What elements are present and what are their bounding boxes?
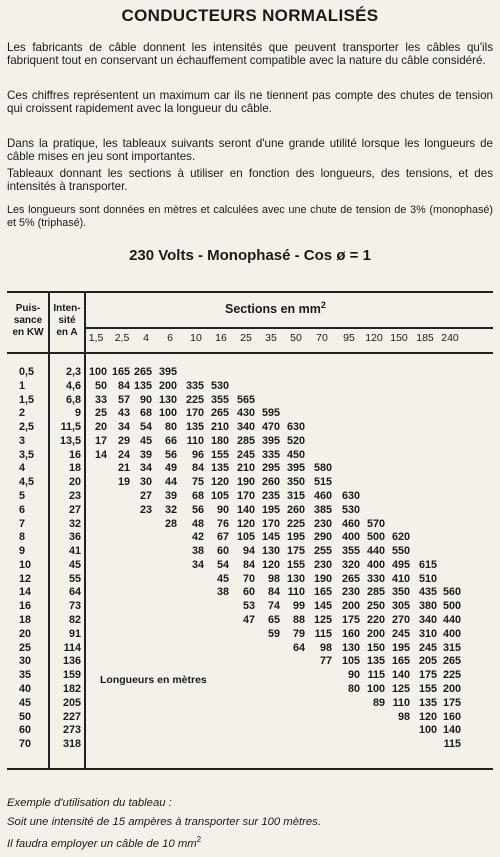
length-cell: 79 [292,627,305,640]
length-cell: 595 [261,407,280,420]
length-cell: 165 [391,655,410,668]
length-cell: 47 [242,614,255,627]
length-cell: 515 [313,476,332,489]
length-cell: 245 [391,627,410,640]
length-cell: 260 [261,476,280,489]
current-cell: 273 [62,724,81,737]
example-conclusion-text: Il faudra employer un câble de 10 mm [7,837,197,850]
length-cell: 130 [286,572,305,585]
power-cell: 70 [19,738,32,751]
length-cell: 200 [158,379,177,392]
length-cell: 125 [313,614,332,627]
length-cell: 49 [164,462,177,475]
power-cell: 40 [19,682,32,695]
length-cell: 50 [94,379,107,392]
current-cell: 11,5 [60,421,81,434]
length-cell: 120 [236,517,255,530]
length-cell: 560 [442,586,461,599]
length-cell: 245 [236,448,255,461]
length-cell: 410 [391,572,410,585]
length-cell: 460 [313,490,332,503]
current-cell: 18 [68,462,81,475]
length-cell: 400 [442,627,461,640]
section-header-cell: 1,5 [88,332,104,344]
length-cell: 125 [391,682,410,695]
length-cell: 380 [418,600,437,613]
length-cell: 470 [261,421,280,434]
length-cell: 430 [236,407,255,420]
length-cell: 38 [216,586,229,599]
power-cell: 4,5 [19,476,35,489]
length-cell: 355 [341,545,360,558]
length-cell: 350 [391,586,410,599]
current-cell: 9 [74,407,81,420]
section-header-cell: 120 [365,332,383,344]
length-cell: 195 [261,503,280,516]
length-cell: 19 [117,476,130,489]
current-cell: 36 [68,531,81,544]
length-cell: 66 [164,434,177,447]
length-cell: 56 [164,448,177,461]
length-cell: 495 [391,558,410,571]
length-cell: 140 [391,669,410,682]
length-cell: 155 [210,448,229,461]
length-cell: 59 [267,627,280,640]
current-cell: 73 [68,600,81,613]
length-cell: 34 [117,421,130,434]
length-cell: 435 [418,586,437,599]
power-cell: 18 [19,614,32,627]
current-cell: 41 [68,545,81,558]
current-cell: 20 [68,476,81,489]
current-cell: 2,3 [65,366,81,378]
length-cell: 84 [267,586,280,599]
length-cell: 68 [139,407,152,420]
length-cell: 290 [313,531,332,544]
power-cell: 20 [19,627,32,640]
length-cell: 205 [418,655,437,668]
length-cell: 94 [242,545,255,558]
section-header-cell: 4 [143,332,149,344]
length-cell: 630 [286,421,305,434]
length-cell: 570 [366,517,385,530]
length-cell: 27 [139,490,152,503]
section-header-cell: 95 [343,332,355,344]
current-cell: 318 [62,738,81,751]
column-divider [84,291,86,768]
length-cell: 200 [341,600,360,613]
power-cell: 7 [19,517,26,530]
length-cell: 90 [347,669,360,682]
length-cell: 34 [139,462,152,475]
power-cell: 4 [19,462,26,475]
sections-header-label: Sections en mm [225,302,321,317]
length-cell: 155 [418,682,437,695]
length-cell: 14 [94,448,107,461]
length-cell: 320 [341,558,360,571]
length-cell: 145 [313,600,332,613]
length-cell: 175 [341,614,360,627]
power-cell: 0,5 [19,366,35,378]
length-cell: 180 [210,434,229,447]
power-cell: 12 [19,572,32,585]
length-cell: 44 [164,476,177,489]
length-cell: 21 [117,462,130,475]
length-cell: 98 [267,572,280,585]
length-cell: 200 [366,627,385,640]
power-column-header: Puis- sance en KW [12,303,44,338]
length-cell: 88 [292,614,305,627]
section-header-cell: 150 [390,332,408,344]
length-cell: 165 [111,366,130,378]
length-cell: 33 [94,393,107,406]
power-cell: 16 [19,600,32,613]
length-cell: 550 [391,545,410,558]
length-cell: 135 [133,379,152,392]
length-cell: 615 [418,558,437,571]
current-cell: 82 [68,614,81,627]
current-cell: 91 [68,627,81,640]
length-cell: 120 [261,558,280,571]
length-cell: 500 [442,600,461,613]
length-cell: 210 [236,462,255,475]
section-header-cell: 2,5 [114,332,130,344]
length-cell: 340 [236,421,255,434]
length-cell: 67 [216,531,229,544]
length-cell: 565 [236,393,255,406]
length-cell: 190 [236,476,255,489]
power-cell: 2 [19,407,26,420]
sections-header-unit-exponent: 2 [320,300,326,310]
length-cell: 310 [418,627,437,640]
length-cell: 38 [191,545,204,558]
length-cell: 96 [191,448,204,461]
intro-paragraph-1: Les fabricants de câble donnent les intensités que peuvent transporter les câbles qu'ils fabriquent tout en conservant un échauffement compatible avec la nature du câble considéré. [7,41,493,68]
length-cell: 32 [164,503,177,516]
length-cell: 30 [139,476,152,489]
current-cell: 64 [68,586,81,599]
current-cell: 45 [68,558,81,571]
power-cell: 5 [19,490,26,503]
length-cell: 45 [216,572,229,585]
length-cell: 210 [210,421,229,434]
length-cell: 54 [139,421,152,434]
power-cell: 60 [19,724,32,737]
section-header-cell: 70 [316,332,328,344]
power-cell: 2,5 [19,421,35,434]
length-cell: 175 [286,545,305,558]
length-cell: 110 [392,696,410,709]
length-cell: 130 [158,393,177,406]
length-cell: 315 [442,641,461,654]
length-cell: 53 [242,600,255,613]
length-cell: 100 [418,724,437,737]
length-cell: 355 [210,393,229,406]
length-cell: 17 [94,434,107,447]
section-header-cell: 50 [290,332,302,344]
length-cell: 350 [286,476,305,489]
length-cell: 160 [442,710,461,723]
length-cell: 395 [261,434,280,447]
current-cell: 182 [62,682,81,695]
length-cell: 335 [261,448,280,461]
length-cell: 155 [286,558,305,571]
current-cell: 55 [68,572,81,585]
length-cell: 225 [442,669,461,682]
length-cell: 265 [341,572,360,585]
length-cell: 56 [191,503,204,516]
length-cell: 34 [191,558,204,571]
length-cell: 200 [442,682,461,695]
length-cell: 70 [242,572,255,585]
length-cell: 84 [242,558,255,571]
example-line: Soit une intensité de 15 ampères à transporter sur 100 mètres. [7,816,321,828]
length-cell: 530 [210,379,229,392]
intro-paragraph-4: Tableaux donnant les sections à utiliser en fonction des longueurs, des tensions, et des intensités à transporter. [7,167,493,194]
length-cell: 77 [319,655,332,668]
current-column-header: Inten- sité en A [53,303,81,338]
length-cell: 98 [319,641,332,654]
current-cell: 159 [62,669,81,682]
page-title: CONDUCTEURS NORMALISÉS [121,6,379,25]
length-cell: 105 [210,490,229,503]
section-header-cell: 6 [167,332,173,344]
power-cell: 3 [19,434,26,447]
length-cell: 160 [341,627,360,640]
current-cell: 114 [63,641,81,654]
length-cell: 100 [366,682,385,695]
example-conclusion [7,835,493,850]
length-cell: 230 [313,558,332,571]
current-cell: 136 [62,655,81,668]
length-cell: 630 [341,490,360,503]
current-cell: 32 [68,517,81,530]
intro-paragraph-3: Dans la pratique, les tableaux suivants seront d'une grande utilité lorsque les longueurs de câble mises en jeu sont importantes. [7,137,493,164]
length-cell: 145 [261,531,280,544]
example-conclusion-exponent: 2 [196,835,202,844]
length-cell: 115 [367,669,385,682]
length-cell: 265 [442,655,461,668]
length-cell: 135 [366,655,385,668]
length-cell: 385 [313,503,332,516]
length-cell: 460 [341,517,360,530]
length-cell: 29 [117,434,130,447]
length-cell: 54 [216,558,229,571]
length-cell: 270 [391,614,410,627]
length-cell: 76 [216,517,229,530]
current-cell: 16 [68,448,81,461]
power-cell: 30 [19,655,32,668]
length-cell: 440 [366,545,385,558]
length-cell: 105 [341,655,360,668]
length-cell: 195 [391,641,410,654]
length-cell: 140 [236,503,255,516]
length-cell: 520 [286,434,305,447]
section-header-cell: 16 [215,332,227,344]
length-cell: 230 [313,517,332,530]
length-cell: 510 [418,572,437,585]
current-cell: 205 [62,696,81,709]
length-cell: 175 [442,696,461,709]
power-cell: 14 [19,586,32,599]
sections-header [225,300,326,316]
length-cell: 220 [366,614,385,627]
length-cell: 250 [366,600,385,613]
length-cell: 39 [139,448,152,461]
length-cell: 48 [191,517,204,530]
length-cell: 84 [191,462,204,475]
section-header-cell: 25 [240,332,252,344]
length-cell: 170 [261,517,280,530]
length-cell: 28 [164,517,177,530]
length-cell: 170 [236,490,255,503]
length-cell: 120 [418,710,437,723]
length-cell: 110 [287,586,305,599]
length-cell: 75 [191,476,204,489]
power-cell: 8 [19,531,26,544]
length-cell: 68 [191,490,204,503]
length-cell: 450 [286,448,305,461]
length-cell: 23 [139,503,152,516]
length-cell: 65 [267,614,280,627]
length-cell: 440 [442,614,461,627]
length-cell: 135 [185,421,204,434]
length-cell: 115 [314,627,332,640]
current-cell: 6,8 [65,393,81,406]
table-subtitle: 230 Volts - Monophasé - Cos ø = 1 [129,247,371,264]
current-cell: 23 [68,490,81,503]
length-cell: 190 [313,572,332,585]
length-cell: 105 [236,531,255,544]
length-cell: 60 [216,545,229,558]
length-cell: 42 [191,531,204,544]
intro-paragraph-2: Ces chiffres représentent un maximum car ils ne tiennent pas compte des chutes de tension qui croissent rapidement avec la longueur du câble. [7,89,493,116]
section-header-cell: 10 [190,332,202,344]
length-cell: 330 [366,572,385,585]
length-cell: 165 [313,586,332,599]
length-cell: 230 [341,586,360,599]
power-cell: 45 [19,696,32,709]
length-cell: 98 [397,710,410,723]
length-cell: 39 [164,490,177,503]
current-cell: 13,5 [59,434,81,447]
length-cell: 285 [366,586,385,599]
length-cell: 255 [313,545,332,558]
power-cell: 1,5 [19,393,35,406]
length-cell: 89 [372,696,385,709]
length-cell: 80 [164,421,177,434]
header-bottom-rule [7,352,493,354]
power-cell: 10 [19,558,32,571]
current-cell: 4,6 [65,379,81,392]
length-cell: 335 [185,379,204,392]
length-cell: 20 [94,421,107,434]
length-cell: 90 [216,503,229,516]
power-cell: 3,5 [19,448,35,461]
length-cell: 135 [418,696,437,709]
length-cell: 43 [117,407,130,420]
length-cell: 25 [94,407,107,420]
length-cell: 135 [210,462,229,475]
length-cell: 285 [236,434,255,447]
length-cell: 265 [210,407,229,420]
length-cell: 90 [139,393,152,406]
length-cell: 340 [418,614,437,627]
length-cell: 60 [242,586,255,599]
length-cell: 130 [261,545,280,558]
length-cell: 395 [158,366,177,378]
length-cell: 235 [261,490,280,503]
section-header-cell: 185 [416,332,434,344]
intro-paragraph-5: Les longueurs sont données en mètres et calculées avec une chute de tension de 3% (monophasé) et 5% (triphasé). [7,204,493,229]
lengths-note: Longueurs en mètres [100,674,207,686]
power-cell: 25 [19,641,32,654]
length-cell: 115 [443,738,461,751]
current-cell: 227 [62,710,81,723]
length-cell: 580 [313,462,332,475]
length-cell: 260 [286,503,305,516]
length-cell: 245 [418,641,437,654]
length-cell: 100 [158,407,177,420]
length-cell: 80 [347,682,360,695]
length-cell: 57 [117,393,130,406]
example-title: Exemple d'utilisation du tableau : [7,797,172,809]
power-cell: 9 [19,545,26,558]
length-cell: 315 [286,490,305,503]
length-cell: 120 [210,476,229,489]
power-cell: 6 [19,503,26,516]
length-cell: 395 [286,462,305,475]
length-cell: 99 [292,600,305,613]
length-cell: 100 [88,366,107,378]
power-cell: 50 [19,710,32,723]
length-cell: 170 [185,407,204,420]
header-divider [85,327,493,329]
length-cell: 500 [366,531,385,544]
power-cell: 1 [19,379,26,392]
length-cell: 195 [286,531,305,544]
length-cell: 24 [117,448,130,461]
length-cell: 140 [442,724,461,737]
current-cell: 27 [68,503,81,516]
length-cell: 225 [286,517,305,530]
length-cell: 305 [391,600,410,613]
length-cell: 175 [418,669,437,682]
length-cell: 530 [341,503,360,516]
length-cell: 84 [117,379,130,392]
length-cell: 400 [341,531,360,544]
length-cell: 265 [133,366,152,378]
length-cell: 74 [267,600,280,613]
length-cell: 64 [292,641,305,654]
length-cell: 225 [185,393,204,406]
power-cell: 35 [19,669,32,682]
column-divider [48,291,50,768]
section-header-cell: 240 [441,332,459,344]
length-cell: 110 [186,434,204,447]
length-cell: 295 [261,462,280,475]
length-cell: 400 [366,558,385,571]
length-cell: 150 [366,641,385,654]
length-cell: 130 [341,641,360,654]
length-cell: 45 [139,434,152,447]
section-header-cell: 35 [265,332,277,344]
length-cell: 620 [391,531,410,544]
